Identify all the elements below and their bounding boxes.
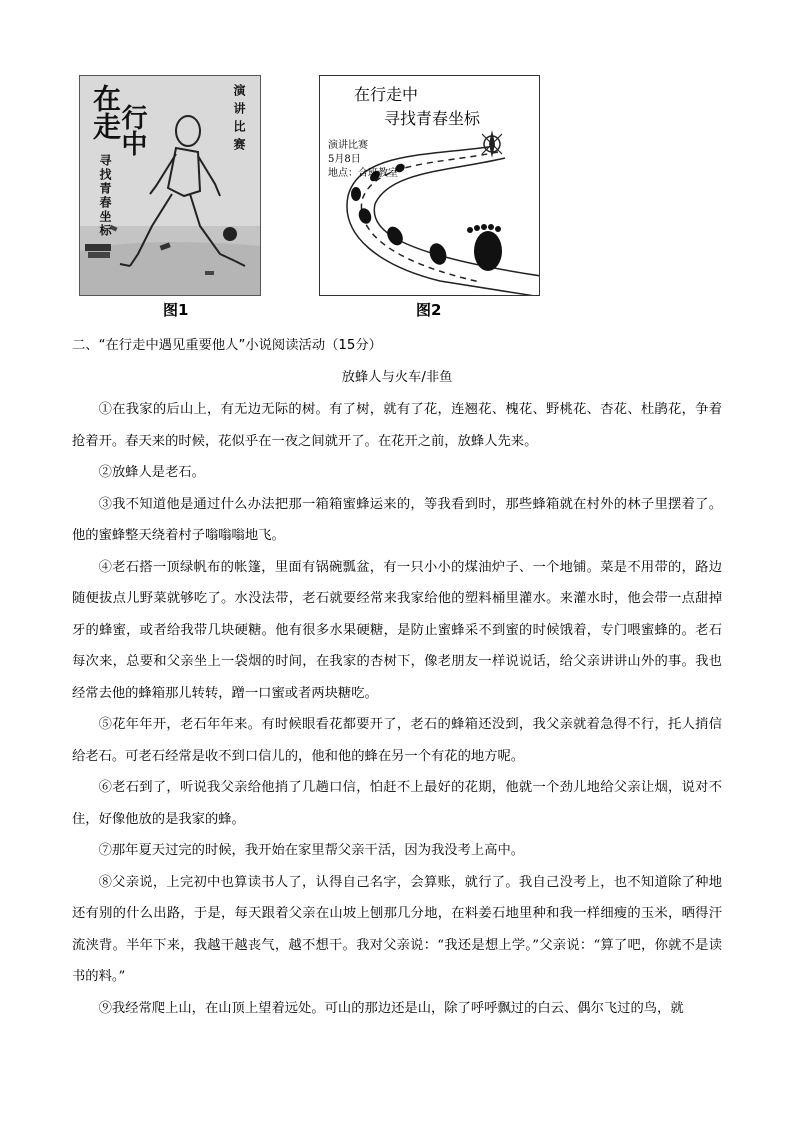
poster2-info-line1: 演讲比赛 [328, 140, 368, 151]
paragraph-6: ⑥老石到了，听说我父亲给他捎了几趟口信，怕赶不上最好的花期，他就一个劲儿地给父亲让烟，说对不住，好像他放的是我家的蜂。 [72, 780, 722, 827]
paragraph-9: ⑨我经常爬上山，在山顶上望着远处。可山的那边还是山，除了呼呼飘过的白云、偶尔飞过的鸟，就 [98, 1000, 684, 1016]
poster-subtitle: 寻找青春坐标 [98, 154, 112, 238]
figure-2-poster [319, 75, 540, 296]
poster2-info-line3: 地点：合班教室 [328, 168, 398, 179]
section-heading: 二、“在行走中遇见重要他人”小说阅读活动（15分） [72, 338, 382, 353]
figure-1-poster [79, 75, 261, 296]
poster2-title-line1: 在行走中 [354, 85, 419, 104]
paragraph-2: ②放蜂人是老石。 [98, 465, 205, 480]
poster-title-right: 行中 [117, 104, 147, 156]
paragraph-4: ④老石搭一顶绿帆布的帐篷，里面有锅碗瓢盆，有一只小小的煤油炉子、一个地铺。菜是不用带的，路边随便拔点儿野菜就够吃了。水没法带，老石就要经常来我家给他的塑料桶里灌水。来灌水时，他会带一点甜掉牙的蜂蜜，或者给我带几块硬糖。他有很多水果硬糖，是防止蜜蜂采不到蜜的时候饿着，专门喂蜜蜂的。老石每次来，总要和父亲坐上一袋烟的时间，在我家的杏树下，像老朋友一样说说话，给父亲讲讲山外的事。我也经常去他的蜂箱那儿转转，蹭一口蜜或者两块糖吃。 [72, 559, 722, 701]
poster2-info-line2: 5月8日 [328, 154, 361, 165]
paragraph-8: ⑧父亲说，上完初中也算读书人了，认得自己名字，会算账，就行了。我自己没考上，也不知道除了种地还有别的什么出路，于是，每天跟着父亲在山坡上刨那几分地，在料姜石地里种和我一样细瘦的玉米，晒得汗流浃背。半年下来，我越干越丧气，越不想干。我对父亲说：“我还是想上学。”父亲说：“算了吧，你就不是读书的料。” [72, 874, 722, 984]
poster2-title-line2: 寻找青春坐标 [384, 109, 481, 128]
paragraph-3: ③我不知道他是通过什么办法把那一箱箱蜜蜂运来的，等我看到时，那些蜂箱就在村外的林子里摆着了。他的蜜蜂整天绕着村子嗡嗡嗡地飞。 [72, 496, 722, 543]
paragraph-5: ⑤花年年开，老石年年来。有时候眼看花都要开了，老石的蜂箱还没到，我父亲就着急得不行，托人捎信给老石。可老石经常是收不到口信儿的，他和他的蜂在另一个有花的地方呢。 [72, 717, 722, 764]
paragraph-7: ⑦那年夏天过完的时候，我开始在家里帮父亲干活，因为我没考上高中。 [98, 843, 525, 858]
figure-1-caption: 图1 [163, 301, 189, 319]
figure-2-caption: 图2 [416, 301, 442, 319]
paragraph-1: ①在我家的后山上，有无边无际的树。有了树，就有了花，连翘花、槐花、野桃花、杏花、杜鹃花，争着抢着开。春天来的时候，花似乎在一夜之间就开了。在花开之前，放蜂人先来。 [72, 402, 722, 449]
poster-badge: 演讲比赛 [232, 84, 246, 156]
story-title: 放蜂人与火车/非鱼 [341, 370, 453, 385]
poster-title-left: 在走 [89, 84, 122, 140]
story-body [72, 394, 722, 1024]
